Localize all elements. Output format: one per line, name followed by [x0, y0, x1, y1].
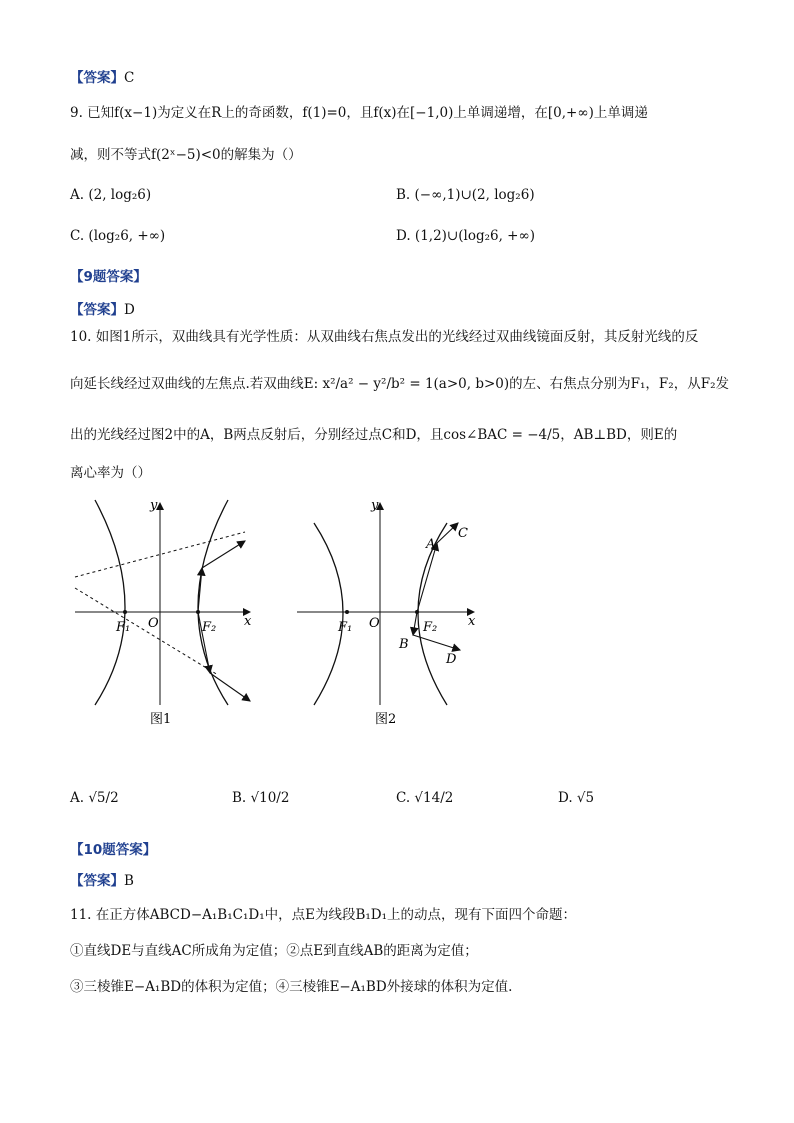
answer-label: 【答案】	[70, 302, 124, 318]
label-y: y	[150, 498, 158, 513]
q9-option-d: D. (1,2)∪(log₂6, +∞)	[396, 228, 536, 244]
q9-line2: 减，则不等式f(2ˣ−5)<0的解集为（）	[70, 147, 302, 163]
hyperbola-right-branch	[198, 500, 228, 705]
label-f2: F₂	[202, 620, 217, 635]
q10-option-b: B. √10/2	[232, 790, 290, 806]
answer-label: 【答案】	[70, 873, 124, 889]
hyperbola-left-branch	[95, 500, 125, 705]
ray-reflect-lower	[210, 673, 250, 701]
label-y: y	[371, 498, 379, 513]
q11-line2: ①直线DE与直线AC所成角为定值；②点E到直线AB的距离为定值；	[70, 943, 478, 959]
q11-line3: ③三棱锥E−A₁BD的体积为定值；④三棱锥E−A₁BD外接球的体积为定值.	[70, 979, 513, 995]
focus-f1-point	[123, 610, 127, 614]
figure-2-caption: 图2	[375, 712, 397, 727]
q11-line1: 11. 在正方体ABCD−A₁B₁C₁D₁中，点E为线段B₁D₁上的动点，现有下面四个命题：	[70, 907, 577, 923]
label-o: O	[148, 616, 159, 631]
label-o: O	[369, 616, 380, 631]
focus-f2-point	[196, 610, 200, 614]
q10-answer	[70, 869, 134, 889]
q9-option-b: B. (−∞,1)∪(2, log₂6)	[396, 187, 535, 203]
ray-f2-to-a	[417, 543, 437, 612]
q10-line3: 出的光线经过图2中的A，B两点反射后，分别经过点C和D，且cos∠BAC = −4/5，AB⊥BD，则E的	[70, 427, 678, 443]
hyperbola-left-branch	[314, 523, 343, 705]
label-a: A	[426, 537, 436, 552]
label-x: x	[244, 614, 252, 629]
q10-section-heading: 【10题答案】	[70, 842, 157, 858]
ray-b-to-d	[413, 635, 460, 650]
label-x: x	[468, 614, 476, 629]
label-c: C	[458, 526, 468, 541]
focus-f2-point	[415, 610, 419, 614]
q10-line1: 10. 如图1所示，双曲线具有光学性质：从双曲线右焦点发出的光线经过双曲线镜面反射，其反射光线的反	[70, 329, 699, 345]
q9-answer	[70, 298, 135, 318]
q9-option-a: A. (2, log₂6)	[70, 187, 152, 203]
dotted-line-lower	[75, 588, 218, 675]
q9-line1: 9. 已知f(x−1)为定义在R上的奇函数，f(1)=0，且f(x)在[−1,0)上单调递增，在[0,+∞)上单调递	[70, 105, 648, 121]
label-f1: F₁	[116, 620, 131, 635]
figure-1-caption: 图1	[150, 712, 172, 727]
figure-1	[70, 495, 270, 730]
q10-option-c: C. √14/2	[396, 790, 454, 806]
label-d: D	[446, 652, 457, 667]
q9-option-c: C. (log₂6, +∞)	[70, 228, 166, 244]
q8-answer	[70, 66, 134, 86]
q10-option-d: D. √5	[558, 790, 595, 806]
q10-line4: 离心率为（）	[70, 465, 151, 481]
figure-2	[292, 495, 492, 730]
q10-line2: 向延长线经过双曲线的左焦点.若双曲线E: x²/a² − y²/b² = 1(a>0, b>0)的左、右焦点分别为F₁，F₂，从F₂发	[70, 376, 729, 392]
label-f2: F₂	[423, 620, 438, 635]
answer-value: D	[124, 302, 135, 318]
label-f1: F₁	[338, 620, 353, 635]
q10-option-a: A. √5/2	[70, 790, 119, 806]
answer-value: C	[124, 70, 135, 86]
focus-f1-point	[345, 610, 349, 614]
ray-f2-to-b	[413, 612, 417, 635]
q9-section-heading: 【9题答案】	[70, 269, 147, 285]
answer-label: 【答案】	[70, 70, 124, 86]
answer-value: B	[124, 873, 134, 889]
label-b: B	[399, 637, 409, 652]
